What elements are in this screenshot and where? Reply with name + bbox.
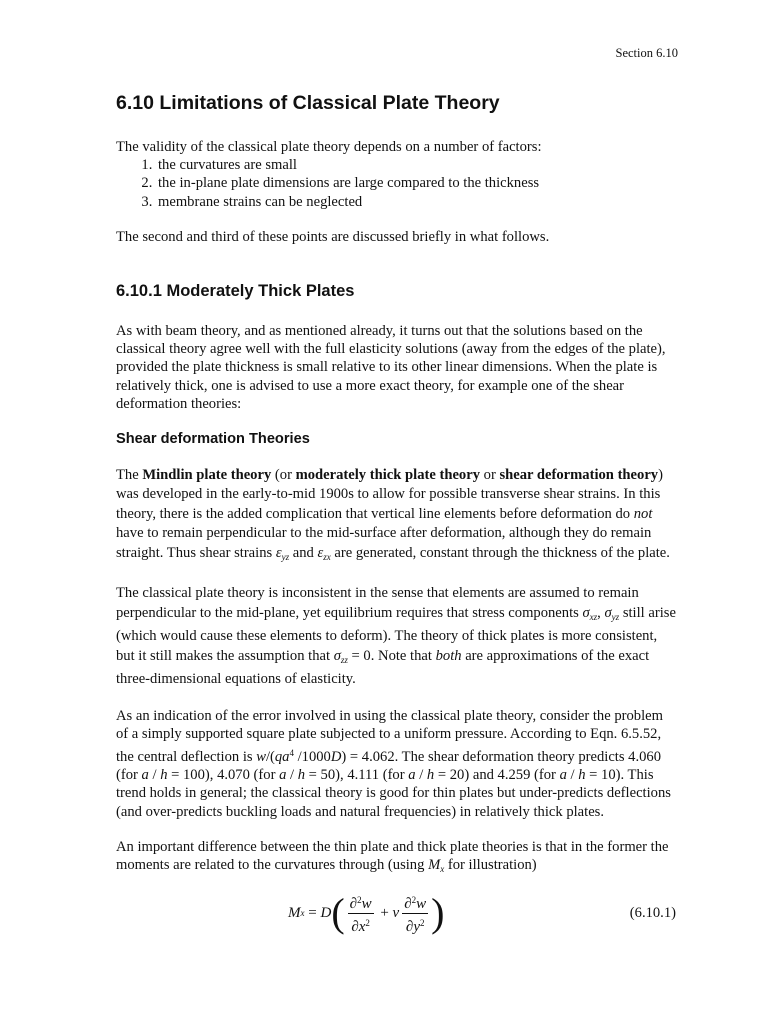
intro-paragraph: The validity of the classical plate theory depends on a number of factors: [116, 139, 542, 155]
factors-list [116, 156, 676, 211]
list-item: 2. the in-plane plate dimensions are large compared to the thickness [156, 174, 676, 192]
moment-curvature-equation: M x = D ( $\frac{\partial^2w}{\partial x^2}$ + ν $\frac{\partial^2w}{\partial y^2}$ ) [288, 890, 445, 936]
moderately-thick-paragraph: As with beam theory, and as mentioned already, it turns out that the solutions based on the classical theory agree well with the full elasticity solutions (away from the edges of the plate), provided the plate thickness is small relative to its other linear dimensions. When the plate is relatively thick, one is advised to use a more exact theory, for example one of the shear deformation theories: [116, 323, 666, 412]
difference-paragraph: An important difference between the thin plate and thick plate theories is that in the former the moments are related to the curvatures through (using $M_x$ for illustration) [116, 838, 669, 875]
equation-row [116, 886, 676, 940]
section-title: 6.10 Limitations of Classical Plate Theory [116, 92, 500, 114]
equation-number: (6.10.1) [629, 905, 676, 922]
list-item: 1. the curvatures are small [156, 156, 676, 174]
subsection-title: 6.10.1 Moderately Thick Plates [116, 282, 355, 301]
page-content [116, 90, 676, 940]
mindlin-paragraph: The Mindlin plate theory (or moderately thick plate theory or shear deformation theory) was developed in the early-to-mid 1900s to allow for possible transverse shear strains. In this theory, there is the added complication that vertical line elements before deformation do not have to remain perpendicular to the mid-surface after deformation, although they do remain straight. Thus shear strains $\varepsilon_{yz}$ and $\varepsilon_{zx}$ are generated, constant through the thickness of the plate. [116, 467, 670, 562]
list-item: 3. membrane strains can be neglected [156, 193, 676, 211]
section-header: Section 6.10 [615, 46, 678, 60]
intro-followup-paragraph: The second and third of these points are discussed briefly in what follows. [116, 228, 550, 245]
error-paragraph: As an indication of the error involved in using the classical plate theory, consider the problem of a simply supported square plate subjected to a uniform pressure. According to Eqn. 6.5.52, the central deflection is $w/(qa^4$ /1000D) = 4.062. The shear deformation theory predicts 4.060 (for a / h = 100), 4.070 (for a / h = 50), 4.111 (for a / h = 20) and 4.259 (for a / h = 10). This trend holds in general; the classical theory is good for thin plates but under-predicts deflections (and over-predicts buckling loads and natural frequencies) in relatively thick plates. [116, 708, 671, 820]
inconsistency-paragraph: The classical plate theory is inconsistent in the sense that elements are assumed to remain perpendicular to the mid-plane, yet equilibrium requires that stress components $\sigma_{xz}$, $\sigma_{yz}$ still arise (which would cause these elements to deform). The theory of thick plates is more consistent, but it still makes the assumption that $\sigma_{zz} = 0$. Note that both are approximations of the exact three-dimensional equations of elasticity. [116, 585, 676, 688]
subsubsection-title: Shear deformation Theories [116, 431, 310, 448]
